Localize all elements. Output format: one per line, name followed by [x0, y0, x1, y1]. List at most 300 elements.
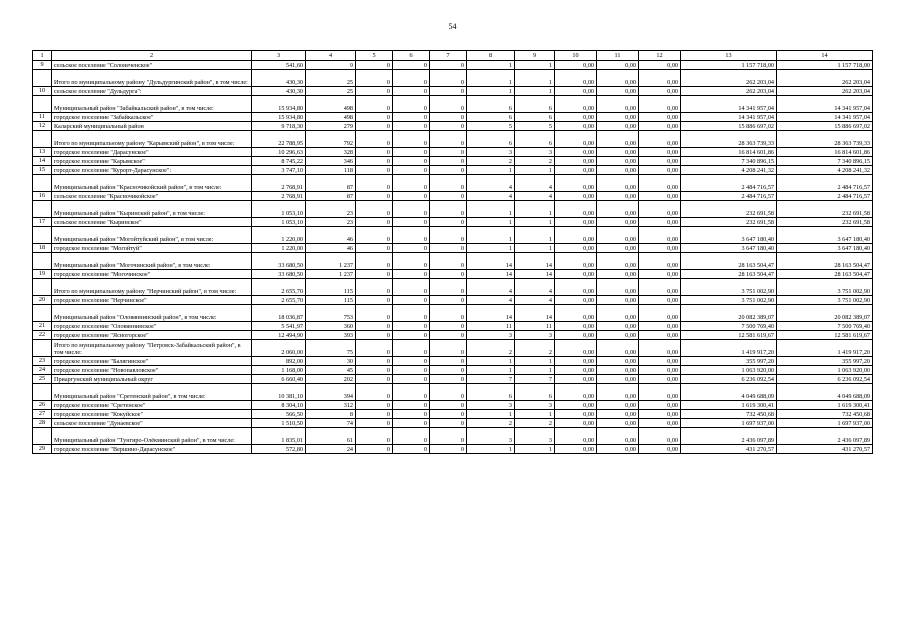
- cell-col-10: 0,00: [555, 322, 597, 331]
- row-name: Муниципальный район "Могойтуйский район", в том числе:: [52, 227, 252, 244]
- cell-col-12: 0,00: [639, 445, 681, 454]
- table-row: [33, 322, 873, 331]
- cell-col-13: 3 751 002,90: [681, 296, 777, 305]
- row-name: Итого по муниципальному району "Дульдургинский район", в том числе:: [52, 70, 252, 87]
- row-number: 17: [33, 218, 52, 227]
- cell-col-12: 0,00: [639, 253, 681, 270]
- row-number: [33, 253, 52, 270]
- cell-col-7: 0: [430, 244, 467, 253]
- row-name: городское поселение "Курорт-Дарасунское":: [52, 166, 252, 175]
- cell-col-9: 1: [515, 61, 555, 70]
- cell-col-10: 0,00: [555, 244, 597, 253]
- row-name: Итого по муниципальному району "Карымский район", в том числе:: [52, 131, 252, 148]
- cell-col-12: 0,00: [639, 322, 681, 331]
- cell-col-14: 4 049 688,09: [777, 384, 873, 401]
- row-number: 26: [33, 401, 52, 410]
- table-row: [33, 244, 873, 253]
- table-row: [33, 113, 873, 122]
- cell-col-7: 0: [430, 122, 467, 131]
- row-number: [33, 428, 52, 445]
- cell-col-12: 0,00: [639, 375, 681, 384]
- cell-col-14: 14 341 957,04: [777, 113, 873, 122]
- cell-col-6: 0: [393, 96, 430, 113]
- table-row: [33, 227, 873, 244]
- cell-col-10: 0,00: [555, 148, 597, 157]
- cell-col-5: 0: [356, 244, 393, 253]
- row-name: сельское поселение "Кыринское": [52, 218, 252, 227]
- cell-col-13: 355 997,20: [681, 357, 777, 366]
- row-name: городское поселение "Кокуйское": [52, 410, 252, 419]
- cell-col-7: 0: [430, 201, 467, 218]
- cell-col-5: 0: [356, 175, 393, 192]
- table-row: [33, 61, 873, 70]
- cell-col-6: 0: [393, 401, 430, 410]
- cell-col-14: 1 697 937,00: [777, 419, 873, 428]
- cell-col-3: 1 168,00: [252, 366, 306, 375]
- row-name: Каларский муниципальный район: [52, 122, 252, 131]
- cell-col-12: 0,00: [639, 227, 681, 244]
- cell-col-13: 20 082 389,07: [681, 305, 777, 322]
- row-number: 28: [33, 419, 52, 428]
- cell-col-3: 1 053,10: [252, 201, 306, 218]
- cell-col-11: 0,00: [597, 131, 639, 148]
- cell-col-9: 5: [515, 122, 555, 131]
- row-number: 27: [33, 410, 52, 419]
- cell-col-6: 0: [393, 70, 430, 87]
- cell-col-14: 2 436 097,89: [777, 428, 873, 445]
- cell-col-11: 0,00: [597, 218, 639, 227]
- cell-col-3: 8 304,10: [252, 401, 306, 410]
- cell-col-14: 16 814 601,86: [777, 148, 873, 157]
- cell-col-13: 732 450,68: [681, 410, 777, 419]
- cell-col-11: 0,00: [597, 113, 639, 122]
- cell-col-11: 0,00: [597, 61, 639, 70]
- cell-col-4: 312: [306, 401, 356, 410]
- cell-col-10: 0,00: [555, 366, 597, 375]
- cell-col-6: 0: [393, 419, 430, 428]
- cell-col-5: 0: [356, 305, 393, 322]
- cell-col-11: 0,00: [597, 366, 639, 375]
- row-number: 9: [33, 61, 52, 70]
- cell-col-9: 14: [515, 305, 555, 322]
- cell-col-6: 0: [393, 296, 430, 305]
- cell-col-12: 0,00: [639, 218, 681, 227]
- cell-col-13: 28 163 504,47: [681, 270, 777, 279]
- cell-col-8: 6: [467, 384, 515, 401]
- table-row: [33, 192, 873, 201]
- cell-col-13: 2 436 097,89: [681, 428, 777, 445]
- cell-col-10: 0,00: [555, 357, 597, 366]
- cell-col-7: 0: [430, 157, 467, 166]
- cell-col-5: 0: [356, 366, 393, 375]
- cell-col-14: 28 163 504,47: [777, 270, 873, 279]
- cell-col-11: 0,00: [597, 87, 639, 96]
- cell-col-13: 7 340 896,15: [681, 157, 777, 166]
- cell-col-11: 0,00: [597, 419, 639, 428]
- cell-col-6: 0: [393, 410, 430, 419]
- cell-col-7: 0: [430, 419, 467, 428]
- cell-col-7: 0: [430, 253, 467, 270]
- cell-col-6: 0: [393, 331, 430, 340]
- cell-col-11: 0,00: [597, 305, 639, 322]
- row-name: Муниципальный район "Кыринский район", в том числе:: [52, 201, 252, 218]
- cell-col-5: 0: [356, 122, 393, 131]
- cell-col-4: 8: [306, 410, 356, 419]
- cell-col-6: 0: [393, 366, 430, 375]
- cell-col-7: 0: [430, 375, 467, 384]
- cell-col-13: 12 581 619,67: [681, 331, 777, 340]
- table-row: [33, 131, 873, 148]
- cell-col-13: 3 647 180,40: [681, 244, 777, 253]
- cell-col-4: 46: [306, 244, 356, 253]
- cell-col-12: 0,00: [639, 148, 681, 157]
- cell-col-5: 0: [356, 87, 393, 96]
- cell-col-4: 360: [306, 322, 356, 331]
- cell-col-9: 3: [515, 331, 555, 340]
- table-row: [33, 331, 873, 340]
- cell-col-14: 2 484 716,57: [777, 192, 873, 201]
- cell-col-12: 0,00: [639, 401, 681, 410]
- cell-col-3: 541,60: [252, 61, 306, 70]
- cell-col-4: 74: [306, 419, 356, 428]
- cell-col-8: 2: [467, 340, 515, 357]
- cell-col-5: 0: [356, 279, 393, 296]
- cell-col-8: 1: [467, 357, 515, 366]
- cell-col-13: 1 419 917,20: [681, 340, 777, 357]
- cell-col-14: 2 484 716,57: [777, 175, 873, 192]
- cell-col-3: 2 768,91: [252, 192, 306, 201]
- cell-col-5: 0: [356, 131, 393, 148]
- column-header-11: 11: [597, 51, 639, 61]
- cell-col-12: 0,00: [639, 201, 681, 218]
- column-header-8: 8: [467, 51, 515, 61]
- cell-col-4: 9: [306, 61, 356, 70]
- cell-col-8: 3: [467, 428, 515, 445]
- cell-col-8: 2: [467, 157, 515, 166]
- cell-col-3: 566,50: [252, 410, 306, 419]
- cell-col-5: 0: [356, 253, 393, 270]
- cell-col-11: 0,00: [597, 445, 639, 454]
- cell-col-10: 0,00: [555, 428, 597, 445]
- cell-col-5: 0: [356, 419, 393, 428]
- cell-col-3: 1 220,00: [252, 244, 306, 253]
- row-name: Муниципальный район "Красночикойский район", в том числе:: [52, 175, 252, 192]
- cell-col-9: 11: [515, 322, 555, 331]
- cell-col-5: 0: [356, 331, 393, 340]
- row-name: городское поселение "Могочинское": [52, 270, 252, 279]
- cell-col-11: 0,00: [597, 322, 639, 331]
- cell-col-11: 0,00: [597, 401, 639, 410]
- cell-col-13: 1 697 937,00: [681, 419, 777, 428]
- row-name: сельское поселение "Солонеченское": [52, 61, 252, 70]
- cell-col-11: 0,00: [597, 375, 639, 384]
- row-number: [33, 305, 52, 322]
- cell-col-11: 0,00: [597, 227, 639, 244]
- cell-col-11: 0,00: [597, 148, 639, 157]
- cell-col-8: 7: [467, 375, 515, 384]
- cell-col-11: 0,00: [597, 70, 639, 87]
- table-row: [33, 419, 873, 428]
- cell-col-3: 1 510,50: [252, 419, 306, 428]
- cell-col-6: 0: [393, 270, 430, 279]
- cell-col-4: 87: [306, 175, 356, 192]
- cell-col-8: 14: [467, 270, 515, 279]
- cell-col-8: 1: [467, 445, 515, 454]
- cell-col-6: 0: [393, 357, 430, 366]
- cell-col-10: 0,00: [555, 157, 597, 166]
- cell-col-10: 0,00: [555, 70, 597, 87]
- cell-col-3: 2 655,70: [252, 279, 306, 296]
- row-number: 12: [33, 122, 52, 131]
- table-row: [33, 357, 873, 366]
- cell-col-10: 0,00: [555, 201, 597, 218]
- cell-col-10: 0,00: [555, 253, 597, 270]
- table-row: [33, 428, 873, 445]
- cell-col-7: 0: [430, 445, 467, 454]
- cell-col-12: 0,00: [639, 384, 681, 401]
- cell-col-4: 1 237: [306, 270, 356, 279]
- table-row: [33, 70, 873, 87]
- table-row: [33, 296, 873, 305]
- cell-col-7: 0: [430, 61, 467, 70]
- cell-col-10: 0,00: [555, 384, 597, 401]
- cell-col-4: 394: [306, 384, 356, 401]
- table-row: [33, 270, 873, 279]
- cell-col-3: 430,30: [252, 70, 306, 87]
- cell-col-6: 0: [393, 322, 430, 331]
- table-row: [33, 87, 873, 96]
- cell-col-13: 2 484 716,57: [681, 192, 777, 201]
- cell-col-9: 1: [515, 218, 555, 227]
- cell-col-6: 0: [393, 279, 430, 296]
- cell-col-9: 2: [515, 340, 555, 357]
- cell-col-10: 0,00: [555, 331, 597, 340]
- cell-col-13: 14 341 957,04: [681, 96, 777, 113]
- cell-col-10: 0,00: [555, 279, 597, 296]
- cell-col-12: 0,00: [639, 244, 681, 253]
- row-number: [33, 175, 52, 192]
- cell-col-8: 3: [467, 148, 515, 157]
- cell-col-13: 15 886 697,02: [681, 122, 777, 131]
- cell-col-6: 0: [393, 384, 430, 401]
- row-number: 13: [33, 148, 52, 157]
- cell-col-7: 0: [430, 366, 467, 375]
- cell-col-14: 3 751 002,90: [777, 279, 873, 296]
- cell-col-14: 3 647 180,40: [777, 227, 873, 244]
- cell-col-7: 0: [430, 296, 467, 305]
- cell-col-10: 0,00: [555, 419, 597, 428]
- page-number: 54: [448, 22, 457, 31]
- cell-col-4: 498: [306, 113, 356, 122]
- cell-col-9: 14: [515, 270, 555, 279]
- cell-col-6: 0: [393, 227, 430, 244]
- row-number: [33, 279, 52, 296]
- row-number: 16: [33, 192, 52, 201]
- cell-col-12: 0,00: [639, 87, 681, 96]
- cell-col-11: 0,00: [597, 157, 639, 166]
- cell-col-13: 232 691,58: [681, 218, 777, 227]
- row-name: сельское поселение "Красночикойское": [52, 192, 252, 201]
- cell-col-9: 1: [515, 410, 555, 419]
- row-number: 10: [33, 87, 52, 96]
- column-header-12: 12: [639, 51, 681, 61]
- cell-col-4: 792: [306, 131, 356, 148]
- cell-col-4: 25: [306, 87, 356, 96]
- cell-col-14: 14 341 957,04: [777, 96, 873, 113]
- cell-col-4: 87: [306, 192, 356, 201]
- row-number: 25: [33, 375, 52, 384]
- cell-col-8: 6: [467, 131, 515, 148]
- table-row: [33, 375, 873, 384]
- cell-col-9: 4: [515, 192, 555, 201]
- cell-col-8: 1: [467, 70, 515, 87]
- cell-col-7: 0: [430, 322, 467, 331]
- cell-col-10: 0,00: [555, 340, 597, 357]
- cell-col-4: 202: [306, 375, 356, 384]
- cell-col-4: 23: [306, 201, 356, 218]
- cell-col-10: 0,00: [555, 375, 597, 384]
- cell-col-10: 0,00: [555, 192, 597, 201]
- row-number: 29: [33, 445, 52, 454]
- cell-col-7: 0: [430, 113, 467, 122]
- cell-col-12: 0,00: [639, 70, 681, 87]
- cell-col-12: 0,00: [639, 113, 681, 122]
- cell-col-10: 0,00: [555, 61, 597, 70]
- cell-col-14: 7 340 896,15: [777, 157, 873, 166]
- cell-col-10: 0,00: [555, 218, 597, 227]
- table-row: [33, 279, 873, 296]
- cell-col-14: 232 691,58: [777, 201, 873, 218]
- row-number: [33, 131, 52, 148]
- row-name: городское поселение "Балягинское": [52, 357, 252, 366]
- column-header-14: 14: [777, 51, 873, 61]
- cell-col-5: 0: [356, 445, 393, 454]
- cell-col-12: 0,00: [639, 366, 681, 375]
- cell-col-3: 572,80: [252, 445, 306, 454]
- column-header-3: 3: [252, 51, 306, 61]
- cell-col-4: 118: [306, 166, 356, 175]
- table-row: [33, 384, 873, 401]
- cell-col-13: 6 236 092,54: [681, 375, 777, 384]
- table-row: [33, 218, 873, 227]
- cell-col-13: 262 203,04: [681, 70, 777, 87]
- cell-col-9: 1: [515, 244, 555, 253]
- column-header-7: 7: [430, 51, 467, 61]
- cell-col-11: 0,00: [597, 357, 639, 366]
- cell-col-11: 0,00: [597, 201, 639, 218]
- cell-col-3: 1 053,10: [252, 218, 306, 227]
- cell-col-4: 75: [306, 340, 356, 357]
- cell-col-5: 0: [356, 340, 393, 357]
- cell-col-14: 7 500 769,40: [777, 322, 873, 331]
- cell-col-3: 5 541,97: [252, 322, 306, 331]
- cell-col-11: 0,00: [597, 175, 639, 192]
- cell-col-3: 10 296,63: [252, 148, 306, 157]
- cell-col-7: 0: [430, 331, 467, 340]
- cell-col-8: 6: [467, 96, 515, 113]
- cell-col-12: 0,00: [639, 419, 681, 428]
- row-name: Итого по муниципальному району "Петровск-Забайкальский район", в том числе:: [52, 340, 252, 357]
- cell-col-13: 1 619 300,41: [681, 401, 777, 410]
- cell-col-8: 1: [467, 61, 515, 70]
- cell-col-12: 0,00: [639, 296, 681, 305]
- cell-col-14: 732 450,68: [777, 410, 873, 419]
- column-header-2: 2: [52, 51, 252, 61]
- cell-col-3: 3 747,10: [252, 166, 306, 175]
- cell-col-12: 0,00: [639, 61, 681, 70]
- cell-col-4: 23: [306, 218, 356, 227]
- cell-col-5: 0: [356, 270, 393, 279]
- cell-col-14: 15 886 697,02: [777, 122, 873, 131]
- row-name: Итого по муниципальному району "Нерчинский район", в том числе:: [52, 279, 252, 296]
- cell-col-7: 0: [430, 340, 467, 357]
- column-header-10: 10: [555, 51, 597, 61]
- column-header-4: 4: [306, 51, 356, 61]
- cell-col-8: 4: [467, 192, 515, 201]
- cell-col-9: 1: [515, 166, 555, 175]
- cell-col-9: 2: [515, 157, 555, 166]
- cell-col-7: 0: [430, 384, 467, 401]
- cell-col-14: 431 270,57: [777, 445, 873, 454]
- cell-col-9: 3: [515, 428, 555, 445]
- cell-col-7: 0: [430, 131, 467, 148]
- cell-col-13: 16 814 601,86: [681, 148, 777, 157]
- cell-col-7: 0: [430, 227, 467, 244]
- cell-col-12: 0,00: [639, 331, 681, 340]
- cell-col-5: 0: [356, 148, 393, 157]
- cell-col-3: 33 680,50: [252, 270, 306, 279]
- table-row: [33, 253, 873, 270]
- row-name: городское поселение "Дарасунское": [52, 148, 252, 157]
- cell-col-10: 0,00: [555, 87, 597, 96]
- cell-col-9: 1: [515, 366, 555, 375]
- cell-col-3: 2 060,00: [252, 340, 306, 357]
- cell-col-5: 0: [356, 401, 393, 410]
- row-name: сельское поселение "Дульдурга":: [52, 87, 252, 96]
- cell-col-14: 4 208 241,32: [777, 166, 873, 175]
- cell-col-7: 0: [430, 166, 467, 175]
- cell-col-12: 0,00: [639, 157, 681, 166]
- cell-col-13: 4 208 241,32: [681, 166, 777, 175]
- cell-col-13: 262 203,04: [681, 87, 777, 96]
- cell-col-9: 4: [515, 279, 555, 296]
- row-name: городское поселение "Сретенское": [52, 401, 252, 410]
- row-name: сельское поселение "Дунаевское": [52, 419, 252, 428]
- cell-col-10: 0,00: [555, 131, 597, 148]
- cell-col-6: 0: [393, 218, 430, 227]
- cell-col-12: 0,00: [639, 357, 681, 366]
- cell-col-9: 1: [515, 227, 555, 244]
- cell-col-6: 0: [393, 375, 430, 384]
- cell-col-5: 0: [356, 428, 393, 445]
- row-number: [33, 201, 52, 218]
- cell-col-3: 18 036,87: [252, 305, 306, 322]
- row-number: 21: [33, 322, 52, 331]
- cell-col-8: 1: [467, 227, 515, 244]
- row-number: [33, 227, 52, 244]
- cell-col-4: 346: [306, 157, 356, 166]
- cell-col-5: 0: [356, 227, 393, 244]
- cell-col-9: 6: [515, 96, 555, 113]
- cell-col-4: 45: [306, 366, 356, 375]
- column-header-6: 6: [393, 51, 430, 61]
- cell-col-11: 0,00: [597, 340, 639, 357]
- cell-col-3: 33 680,50: [252, 253, 306, 270]
- cell-col-3: 9 718,30: [252, 122, 306, 131]
- row-name: Муниципальный район "Могочинский район", в том числе:: [52, 253, 252, 270]
- cell-col-3: 10 381,10: [252, 384, 306, 401]
- row-number: 18: [33, 244, 52, 253]
